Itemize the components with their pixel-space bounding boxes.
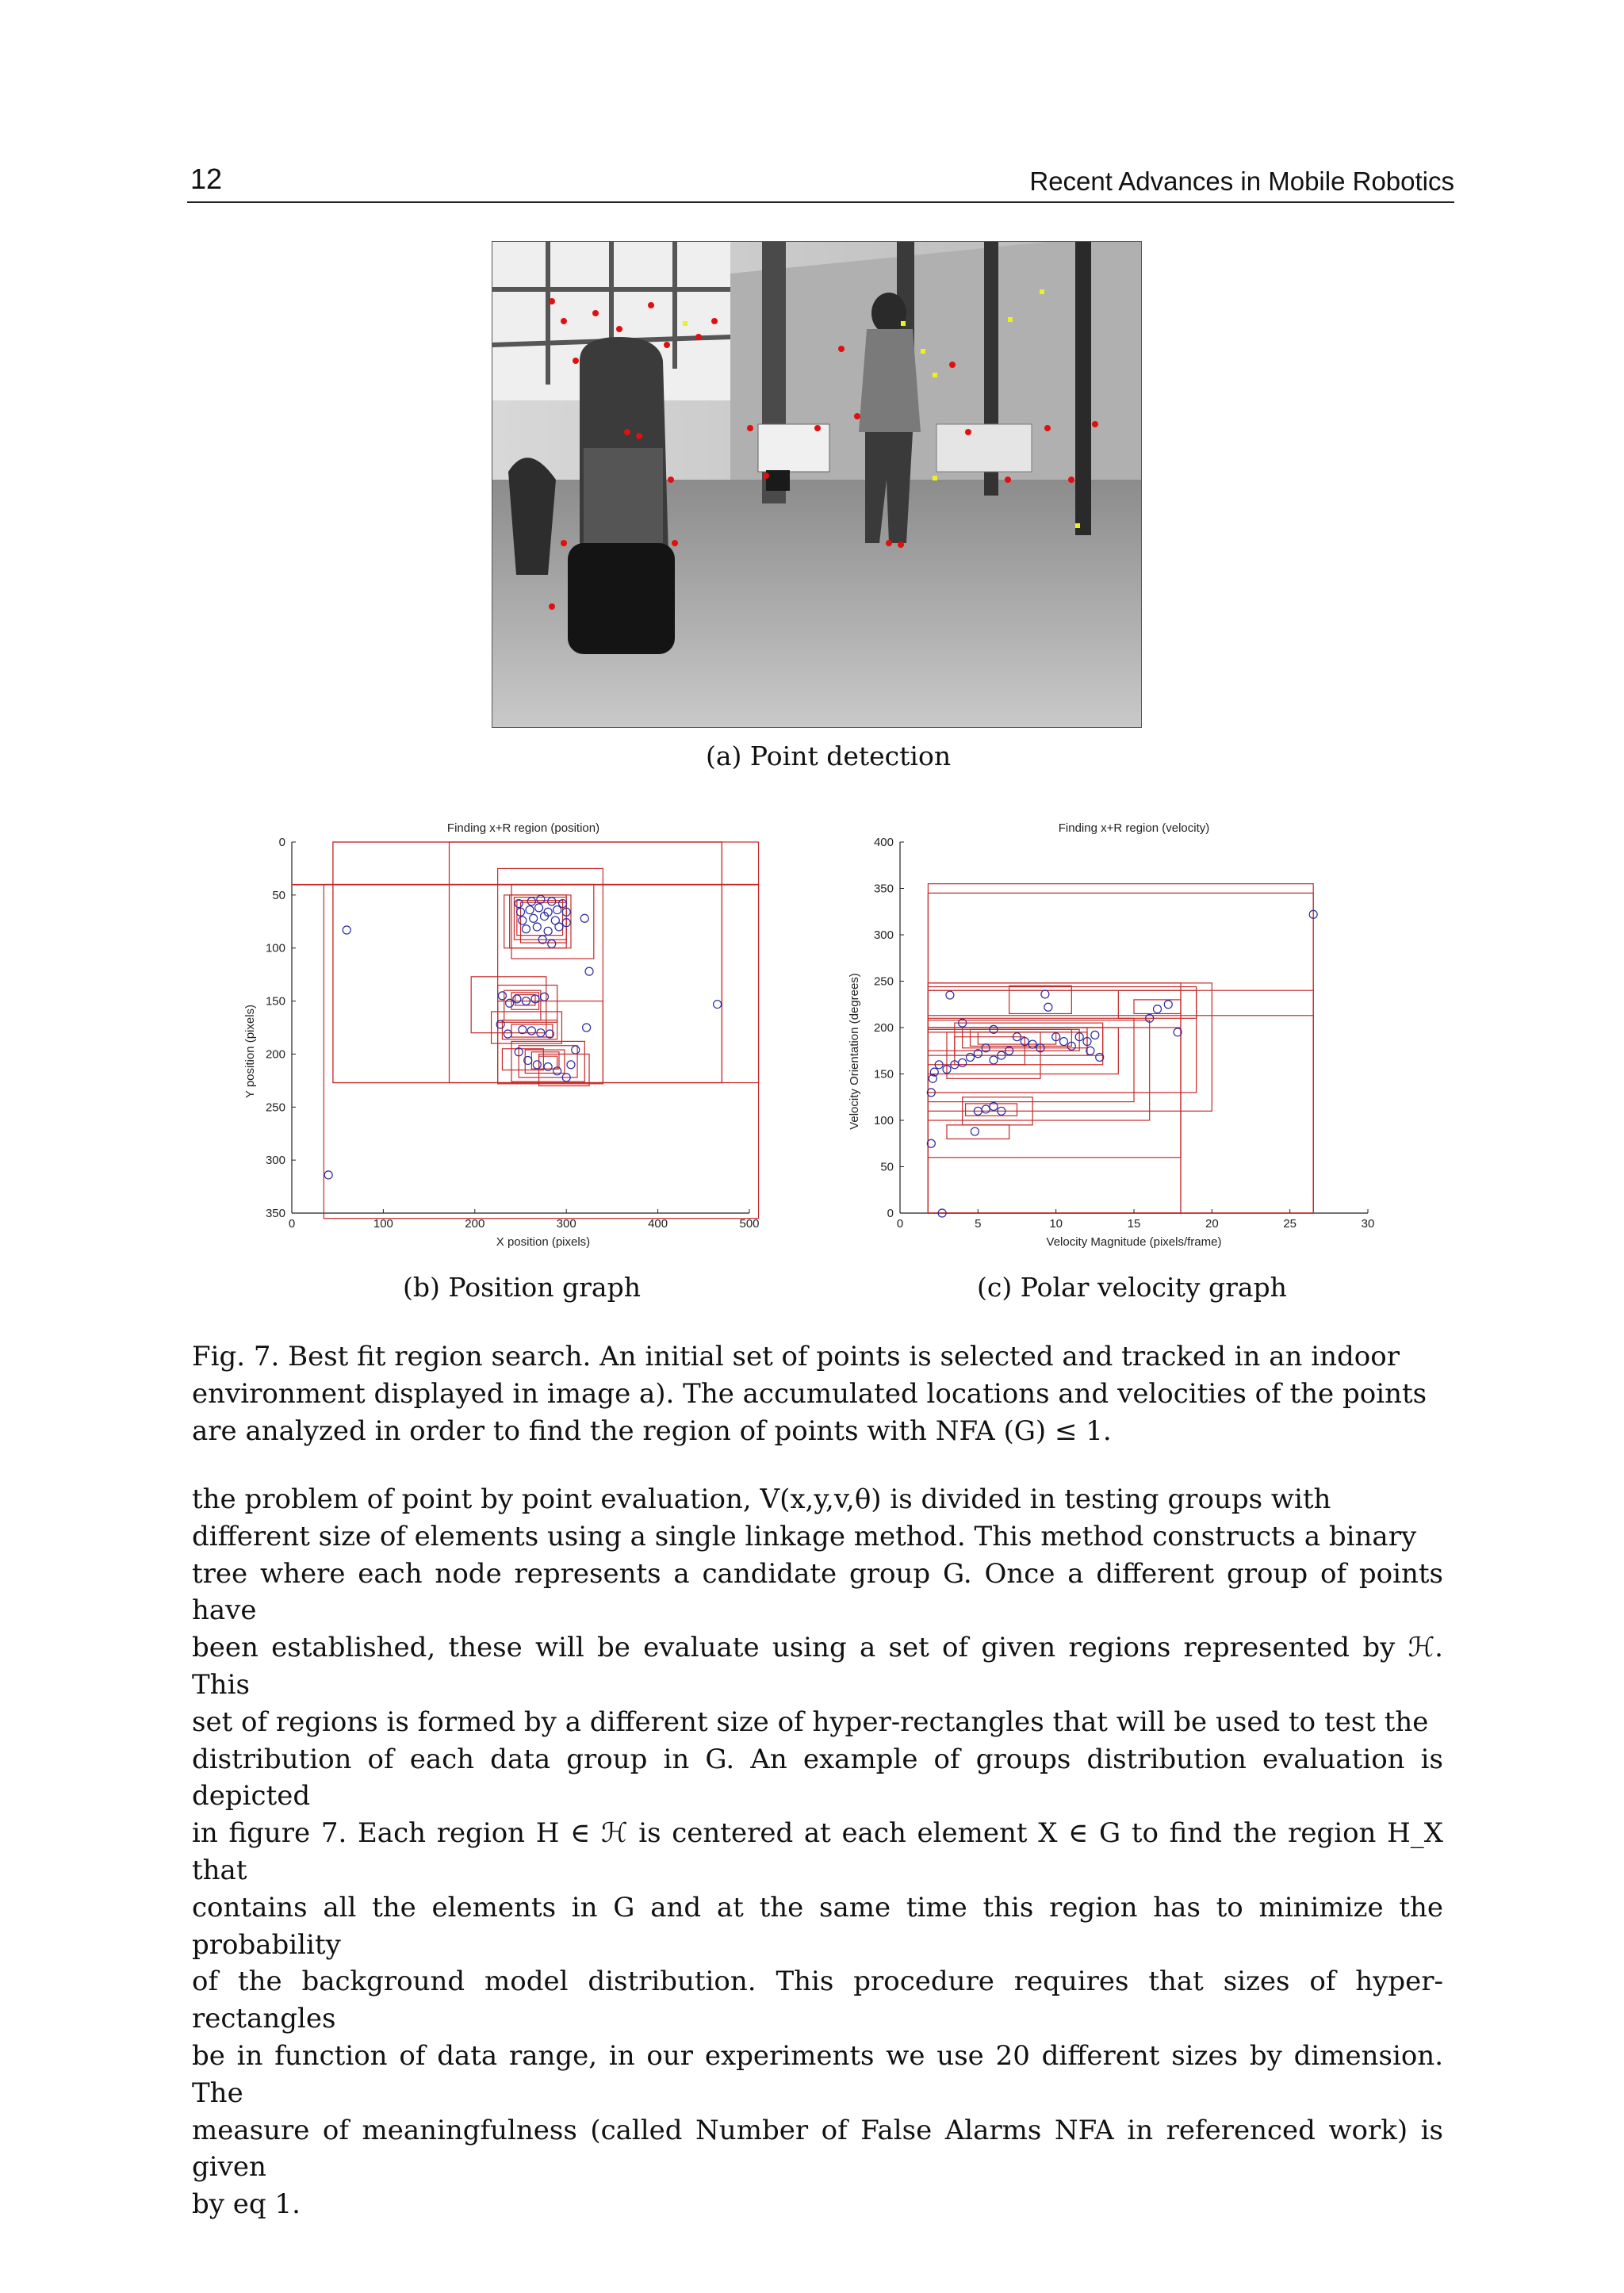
header-rule [187, 201, 1454, 203]
chart-b-x-tick-label: 100 [373, 1217, 393, 1231]
chart-b-data-point [530, 914, 538, 922]
body-paragraph [192, 1481, 1443, 2223]
chart-c-data-point [971, 1127, 979, 1135]
chart-c-data-point [990, 1056, 998, 1064]
page-number: 12 [190, 163, 223, 195]
chart-c-y-tick-label: 100 [873, 1114, 894, 1127]
chart-b-data-point [541, 993, 549, 1001]
chart-c-data-point [982, 1105, 990, 1113]
running-title: Recent Advances in Mobile Robotics [1029, 167, 1454, 196]
chart-b-data-point [498, 992, 506, 1000]
chart-b-y-tick-label: 100 [265, 941, 285, 955]
chart-b-data-point [533, 923, 541, 931]
chart-b-region-rect [333, 842, 759, 1083]
chart-c-region-rect [1134, 1000, 1181, 1014]
chart-b-x-tick-label: 200 [465, 1217, 485, 1231]
chart-b-data-point [553, 906, 561, 914]
chart-c-region-rect [928, 1016, 1313, 1213]
chart-b-y-tick-label: 0 [278, 836, 285, 849]
chart-c-region-rect [928, 983, 1181, 1213]
chart-b-data-point [572, 1046, 580, 1054]
chart-b-data-point [580, 914, 588, 922]
chart-c-data-point [1091, 1031, 1099, 1039]
chart-b-x-tick-label: 400 [648, 1217, 668, 1231]
chart-c-data-point [946, 991, 954, 999]
chart-b-data-point [544, 1062, 552, 1070]
chart-b-data-point [527, 1027, 535, 1035]
chart-b-region-rect [449, 842, 722, 1083]
chart-c-y-tick-label: 0 [887, 1207, 894, 1220]
chart-b-data-point [506, 999, 514, 1007]
figure-caption-line: Fig. 7. Best fit region search. An initial set of points is selected and tracked in an indoor [192, 1341, 1400, 1372]
chart-b-region-rect [333, 842, 722, 1083]
figure-caption-line: are analyzed in order to find the region of points with NFA (G) ≤ 1. [192, 1414, 1112, 1447]
chart-b-x-tick-label: 0 [288, 1217, 296, 1231]
chart-c-data-point [1044, 1003, 1052, 1011]
chart-b-y-tick-label: 350 [265, 1207, 285, 1220]
chart-c-y-tick-label: 400 [873, 836, 894, 849]
chart-c-region-rect [928, 987, 1196, 1093]
velocity-graph-chart [841, 813, 1396, 1258]
chart-c-x-tick-label: 10 [1049, 1217, 1063, 1231]
chart-c-data-point [1164, 1001, 1172, 1009]
body-line: be in function of data range, in our experiments we use 20 different sizes by dimension. The [192, 2039, 1443, 2109]
chart-b-data-point [324, 1171, 332, 1179]
chart-b-data-point [522, 925, 530, 933]
caption-velocity-graph: (c) Polar velocity graph [977, 1272, 1287, 1303]
position-graph-chart [230, 813, 769, 1258]
chart-c-x-tick-label: 15 [1127, 1217, 1141, 1231]
chart-c-y-tick-label: 50 [880, 1160, 894, 1174]
chart-c-region-rect [947, 1125, 1009, 1139]
chart-c-y-tick-label: 250 [873, 974, 894, 989]
chart-c-region-rect [928, 893, 1313, 1213]
chart-b-data-point [548, 940, 556, 947]
body-line: contains all the elements in G and at the same time this region has to minimize the probability [192, 1891, 1443, 1961]
body-line: of the background model distribution. This procedure requires that sizes of hyper-rectangles [192, 1966, 1443, 2035]
chart-c-y-tick-label: 150 [873, 1067, 894, 1081]
body-line: in figure 7. Each region H ∈ ℋ is centered at each element X ∈ G to find the region H_X that [192, 1817, 1443, 1886]
chart-b-data-point [544, 927, 552, 935]
chart-b-y-tick-label: 250 [265, 1101, 285, 1115]
chart-c-data-point [967, 1053, 975, 1061]
figure-caption [192, 1338, 1443, 1449]
chart-b-x-tick-label: 500 [739, 1217, 760, 1231]
chart-c-data-point [1041, 990, 1049, 998]
body-line: tree where each node represents a candidate group G. Once a different group of points have [192, 1557, 1443, 1627]
chart-b-data-point [527, 898, 535, 905]
chart-c-data-point [959, 1058, 967, 1066]
chart-b-y-tick-label: 200 [265, 1047, 285, 1062]
chart-c-x-tick-label: 0 [896, 1217, 904, 1231]
chart-b-data-point [504, 1030, 511, 1038]
chart-b-y-tick-label: 50 [272, 888, 285, 902]
point-detection-photo [492, 241, 1142, 728]
chart-b-y-tick-label: 300 [265, 1154, 285, 1168]
chart-c-x-tick-label: 5 [975, 1217, 982, 1231]
chart-b-data-point [526, 906, 534, 914]
body-line: measure of meaningfulness (called Number of False Alarms NFA in referenced work) is given [192, 2114, 1443, 2184]
chart-b-y-tick-label: 150 [265, 994, 285, 1009]
chart-b-data-point [535, 904, 543, 912]
body-line: been established, these will be evaluate using a set of given regions represented by ℋ. This [192, 1632, 1443, 1701]
figure-caption-line: environment displayed in image a). The accumulated locations and velocities of the points [192, 1377, 1427, 1410]
caption-point-detection: (a) Point detection [706, 741, 952, 771]
chart-b-region-rect [324, 884, 758, 1218]
chart-c-data-point [1060, 1038, 1068, 1046]
chart-b-xlabel: X position (pixels) [496, 1235, 591, 1249]
chart-b-data-point [533, 1061, 541, 1069]
chart-c-region-rect [928, 983, 1212, 1111]
chart-c-y-tick-label: 300 [873, 928, 894, 942]
chart-c-title: Finding x+R region (velocity) [1058, 821, 1210, 835]
body-line: by eq 1. [192, 2188, 301, 2221]
body-line: different size of elements using a single linkage method. This method constructs a binary [192, 1520, 1417, 1552]
chart-c-region-rect [978, 1032, 1055, 1044]
body-line: distribution of each data group in G. An example of groups distribution evaluation is depicted [192, 1743, 1443, 1813]
chart-b-ylabel: Y position (pixels) [243, 1004, 257, 1099]
chart-c-region-rect [928, 1020, 1149, 1120]
chart-b-x-tick-label: 300 [556, 1217, 576, 1231]
photo-scene [492, 242, 1141, 727]
caption-position-graph: (b) Position graph [403, 1272, 641, 1303]
chart-c-y-tick-label: 200 [873, 1021, 894, 1035]
chart-b-region-rect [498, 1001, 603, 1084]
chart-b-data-point [555, 923, 563, 931]
chart-b-data-point [548, 898, 556, 905]
chart-b-data-point [567, 1061, 575, 1069]
chart-b-data-point [513, 995, 521, 1003]
body-line: the problem of point by point evaluation, V(x,y,v,θ) is divided in testing groups with [192, 1483, 1331, 1515]
chart-c-ylabel: Velocity Orientation (degrees) [848, 973, 861, 1130]
chart-c-data-point [1154, 1005, 1162, 1013]
chart-c-xlabel: Velocity Magnitude (pixels/frame) [1046, 1235, 1222, 1249]
chart-b-data-point [519, 917, 527, 924]
chart-b-data-point [583, 1024, 591, 1032]
body-line: set of regions is formed by a different size of hyper-rectangles that will be used to test the [192, 1705, 1429, 1738]
chart-b-title: Finding x+R region (position) [446, 821, 600, 835]
chart-c-x-tick-label: 25 [1283, 1217, 1297, 1231]
chart-c-y-tick-label: 350 [873, 882, 894, 896]
chart-b-data-point [343, 926, 350, 934]
chart-b-data-point [585, 967, 593, 975]
chart-c-x-tick-label: 20 [1205, 1217, 1219, 1231]
chart-b-data-point [714, 1001, 722, 1009]
chart-c-x-tick-label: 30 [1361, 1217, 1375, 1231]
